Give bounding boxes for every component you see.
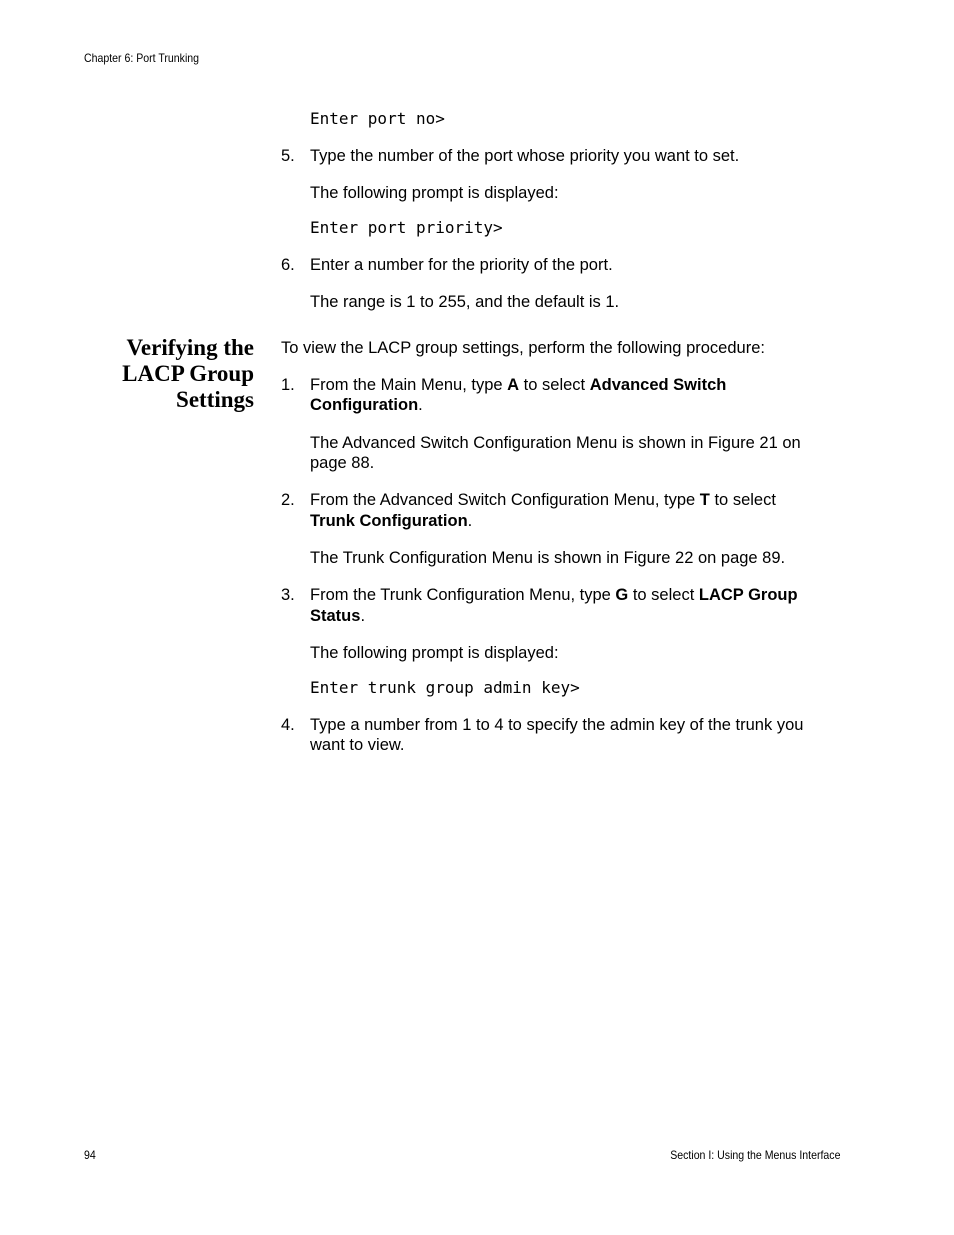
menu-option-trunk-configuration: Trunk Configuration bbox=[310, 512, 468, 530]
step-6-number: 6. bbox=[281, 256, 295, 274]
step-4-number: 4. bbox=[281, 716, 295, 734]
step-1-text-line-1: From the Main Menu, type A to select Advanced Switch bbox=[310, 376, 727, 394]
menu-option-advanced-switch: Advanced Switch bbox=[589, 376, 727, 394]
code-prompt-port-no: Enter port no> bbox=[310, 109, 445, 128]
step-4-text-line-2: want to view. bbox=[310, 736, 405, 754]
step-1-note-line-1: The Advanced Switch Configuration Menu is shown in Figure 21 on bbox=[310, 434, 801, 452]
chapter-header: Chapter 6: Port Trunking bbox=[84, 51, 200, 65]
step-5-number: 5. bbox=[281, 147, 295, 165]
section-heading-line-2: LACP Group bbox=[122, 361, 254, 386]
step-2-text-line-2: Trunk Configuration. bbox=[310, 512, 473, 530]
step-1-text-line-2: Configuration. bbox=[310, 396, 423, 414]
step-3-text-line-2: Status. bbox=[310, 607, 366, 625]
step-1-number: 1. bbox=[281, 376, 295, 394]
step-6-text: Enter a number for the priority of the port. bbox=[310, 256, 613, 274]
step-1-note-line-2: page 88. bbox=[310, 454, 375, 472]
menu-option-lacp-group: LACP Group bbox=[698, 586, 798, 604]
section-heading-line-3: Settings bbox=[176, 387, 254, 412]
step-2-text-line-1: From the Advanced Switch Configuration Menu, type T to select bbox=[310, 491, 776, 509]
step-2-number: 2. bbox=[281, 491, 295, 509]
key-a: A bbox=[507, 376, 520, 394]
key-g: G bbox=[615, 586, 629, 604]
step-3-text-line-1: From the Trunk Configuration Menu, type G to select LACP Group bbox=[310, 586, 798, 604]
code-prompt-port-priority: Enter port priority> bbox=[310, 218, 503, 237]
section-heading-line-1: Verifying the bbox=[126, 335, 254, 360]
section-intro: To view the LACP group settings, perform the following procedure: bbox=[281, 339, 765, 357]
step-3-number: 3. bbox=[281, 586, 295, 604]
step-5-note: The following prompt is displayed: bbox=[310, 184, 559, 202]
step-5-text: Type the number of the port whose priority you want to set. bbox=[310, 147, 740, 165]
step-3-note: The following prompt is displayed: bbox=[310, 644, 559, 662]
code-prompt-admin-key: Enter trunk group admin key> bbox=[310, 678, 580, 697]
step-6-note: The range is 1 to 255, and the default is 1. bbox=[310, 293, 620, 311]
page-number: 94 bbox=[84, 1148, 96, 1162]
section-footer: Section I: Using the Menus Interface bbox=[669, 1148, 840, 1162]
step-4-text-line-1: Type a number from 1 to 4 to specify the admin key of the trunk you bbox=[310, 716, 804, 734]
step-2-note: The Trunk Configuration Menu is shown in Figure 22 on page 89. bbox=[310, 549, 786, 567]
key-t: T bbox=[699, 491, 710, 509]
section-heading bbox=[122, 335, 254, 413]
